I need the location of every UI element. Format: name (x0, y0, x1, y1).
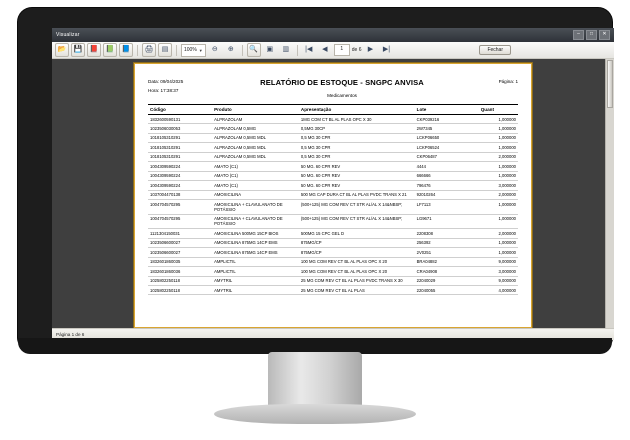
cell-lote: LCKP06650 (415, 133, 479, 142)
cell-produto: AMYTRIL (212, 276, 299, 285)
report-viewer-window (52, 28, 614, 340)
cell-lote: LF7113 (415, 199, 479, 214)
cell-quant: 4,000000 (479, 285, 518, 294)
cell-produto: AMATO (C1) (212, 162, 299, 171)
cell-apresentacao: 50 MG. 60 CPR REV (299, 171, 415, 180)
page-setup-icon[interactable]: ▤ (158, 43, 172, 57)
table-row (148, 214, 518, 229)
cell-apresentacao: 875MG/CP (299, 248, 415, 257)
cell-codigo: 1025802250118 (148, 285, 212, 294)
cell-quant: 1,000000 (479, 124, 518, 133)
table-row (148, 285, 518, 294)
table-body (148, 115, 518, 295)
report-date-label: Data: (148, 79, 159, 84)
toolbar-separator (297, 45, 298, 56)
preview-scrollbar[interactable] (605, 59, 614, 328)
preview-scrollbar-thumb[interactable] (607, 60, 613, 108)
cell-lote: LG9671 (415, 214, 479, 229)
cell-apresentacao: 100 MG COM REV CT BL AL PLAS OPC X 20 (299, 267, 415, 276)
table-row (148, 199, 518, 214)
table-row (148, 276, 518, 285)
cell-quant: 9,000000 (479, 257, 518, 266)
report-header (148, 78, 518, 98)
cell-apresentacao: (500+125) MG COM REV CT STR AL/AL X 14&NBSP; (299, 214, 415, 229)
table-row (148, 162, 518, 171)
report-page-label: Página: (498, 79, 515, 84)
monitor-body (18, 8, 612, 348)
table-header-row (148, 105, 518, 115)
cell-produto: AMATO (C1) (212, 181, 299, 190)
cell-quant: 3,000000 (479, 181, 518, 190)
cell-lote: 4444 (415, 162, 479, 171)
cell-codigo: 1023506030053 (148, 124, 212, 133)
cell-apresentacao: 0,5MG 30CP (299, 124, 415, 133)
cell-lote: 796476 (415, 181, 479, 190)
cell-quant: 1,000000 (479, 199, 518, 214)
maximize-button[interactable]: □ (586, 30, 597, 40)
cell-quant: 1,000000 (479, 162, 518, 171)
table-row (148, 181, 518, 190)
cell-lote: 22040029 (415, 276, 479, 285)
excel-export-icon[interactable]: 📗 (103, 43, 117, 57)
cell-codigo: 1037004470138 (148, 190, 212, 199)
table-row (148, 190, 518, 199)
cell-quant: 1,000000 (479, 171, 518, 180)
cell-apresentacao: 25 MG COM REV CT BL AL PLAS PVDC TRANS X 30 (299, 276, 415, 285)
next-page-icon[interactable]: ▶ (367, 46, 374, 53)
table-row (148, 171, 518, 180)
cell-codigo: 1023506600027 (148, 238, 212, 247)
cell-lote: 92010264 (415, 190, 479, 199)
table-row (148, 143, 518, 152)
cell-codigo: 1121304150031 (148, 229, 212, 238)
cell-apresentacao: 1MG COM CT BL AL PLAS OPC X 30 (299, 115, 415, 124)
page-number-input[interactable]: 1 (334, 44, 350, 56)
report-page-value: 1 (515, 79, 518, 84)
word-export-icon[interactable]: 📘 (119, 43, 133, 57)
window-title: Visualizar (56, 32, 80, 38)
cell-codigo: 1832601860035 (148, 257, 212, 266)
cell-quant: 2,000000 (479, 190, 518, 199)
table-row (148, 124, 518, 133)
monitor-stand-base (214, 404, 416, 424)
cell-produto: ALPRAZOLAM 0,5MG MDL (212, 143, 299, 152)
cell-lote: 2208308 (415, 229, 479, 238)
status-text: Página 1 de 6 (56, 332, 85, 337)
toolbar (52, 42, 614, 59)
cell-apresentacao: (500+125) MG COM REV CT STR AL/AL X 14&NBSP; (299, 199, 415, 214)
cell-quant: 1,000000 (479, 238, 518, 247)
cell-produto: AMPLICTIL (212, 257, 299, 266)
pdf-export-icon[interactable]: 📕 (87, 43, 101, 57)
open-folder-icon[interactable]: 📂 (55, 43, 69, 57)
cell-codigo: 1018105310291 (148, 133, 212, 142)
cell-lote: LCKP06524 (415, 143, 479, 152)
report-page-indicator (462, 78, 518, 87)
table-row (148, 115, 518, 124)
report-date (148, 78, 222, 87)
cell-quant: 1,000000 (479, 115, 518, 124)
table-row (148, 133, 518, 142)
cell-apresentacao: 50 MG. 60 CPR REV (299, 181, 415, 190)
report-time (148, 87, 222, 96)
cell-quant: 3,000000 (479, 267, 518, 276)
column-header-apresentacao: Apresentação (299, 105, 415, 115)
cell-apresentacao: 25 MG COM REV CT BL AL PLAS (299, 285, 415, 294)
cell-produto: ALPRAZOLAM 0,5MG MDL (212, 133, 299, 142)
cell-produto: AMOXICILINA 875MG 14CP EMS (212, 248, 299, 257)
cell-apresentacao: 50 MG. 60 CPR REV (299, 162, 415, 171)
cell-produto: ALPRAZOLAM (212, 115, 299, 124)
chevron-down-icon: ▼ (198, 47, 203, 53)
cell-codigo: 1004309590224 (148, 162, 212, 171)
cell-quant: 2,000000 (479, 152, 518, 161)
report-title: RELATÓRIO DE ESTOQUE - SNGPC ANVISA (260, 78, 424, 87)
search-icon[interactable]: 🔍 (247, 43, 261, 57)
column-header-produto: Produto (212, 105, 299, 115)
cell-apresentacao: 0,5 MG 30 CPR (299, 152, 415, 161)
cell-produto: AMPLICTIL (212, 267, 299, 276)
save-icon[interactable]: 💾 (71, 43, 85, 57)
cell-codigo: 1004309590224 (148, 181, 212, 190)
window-controls (573, 30, 610, 40)
cell-lote: 256392 (415, 238, 479, 247)
report-date-value: 09/04/2025 (160, 79, 184, 84)
minimize-button[interactable]: – (573, 30, 584, 40)
cell-apresentacao: 500MG 15 CPC GEL D (299, 229, 415, 238)
last-page-icon[interactable]: ▶| (382, 46, 391, 53)
cell-apresentacao: 875MG/CP (299, 238, 415, 247)
cell-lote: CKP06487 (415, 152, 479, 161)
report-time-value: 17:38:37 (160, 87, 179, 93)
cell-apresentacao: 0,5 MG 30 CPR (299, 143, 415, 152)
cell-quant: 1,000000 (479, 143, 518, 152)
print-icon[interactable]: 🖨 (142, 43, 156, 57)
report-time-label: Hora: (148, 87, 160, 93)
cell-codigo: 1023506600027 (148, 248, 212, 257)
cell-produto: AMOXICILINA 500MG 15CP BIOS (212, 229, 299, 238)
cell-codigo: 1004704570295 (148, 199, 212, 214)
cell-lote: 666666 (415, 171, 479, 180)
cell-produto: ALPRAZOLAM 0,5MG (212, 124, 299, 133)
cell-produto: AMOXICILINA + CLAVULANATO DE POTÁSSIO (212, 199, 299, 214)
toolbar-separator (137, 45, 138, 56)
report-meta (148, 78, 222, 95)
zoom-in-icon[interactable]: ⊕ (227, 46, 234, 53)
toolbar-separator (242, 45, 243, 56)
cell-codigo: 1018105310291 (148, 152, 212, 161)
cell-lote: BRA04882 (415, 257, 479, 266)
column-header-lote: Lote (415, 105, 479, 115)
column-header-codigo: Código (148, 105, 212, 115)
cell-produto: AMOXICILINA 875MG 14CP EMS (212, 238, 299, 247)
cell-lote: CKP039216 (415, 115, 479, 124)
cell-apresentacao: 0,5 MG 30 CPR (299, 133, 415, 142)
cell-codigo: 1018105310291 (148, 143, 212, 152)
cell-produto: AMOXICILINA + CLAVULANATO DE POTÁSSIO (212, 214, 299, 229)
cell-apresentacao: 500 MG CAP DURA CT BL AL PLAS PVDC TRANS X 21 (299, 190, 415, 199)
cell-codigo: 1025802250118 (148, 276, 212, 285)
cell-produto: ALPRAZOLAM 0,5MG MDL (212, 152, 299, 161)
close-button[interactable]: ✕ (599, 30, 610, 40)
cell-codigo: 1004704570295 (148, 214, 212, 229)
cell-codigo: 1832601860036 (148, 267, 212, 276)
cell-codigo: 1832600590131 (148, 115, 212, 124)
table-row (148, 257, 518, 266)
report-title-block (222, 78, 462, 98)
cell-quant: 1,000000 (479, 133, 518, 142)
column-header-quant: Quant (479, 105, 518, 115)
report-page (134, 63, 532, 328)
table-row (148, 152, 518, 161)
monitor-screen (52, 28, 614, 340)
cell-quant: 1,000000 (479, 248, 518, 257)
cell-lote: CRA04908 (415, 267, 479, 276)
cell-lote: 2V0251 (415, 248, 479, 257)
cell-apresentacao: 100 MG COM REV CT BL AL PLAS OPC X 20 (299, 257, 415, 266)
table-row (148, 238, 518, 247)
cell-lote: 22040055 (415, 285, 479, 294)
toolbar-separator (176, 45, 177, 56)
monitor-stand-neck (268, 352, 362, 408)
zoom-select[interactable] (181, 44, 206, 57)
cell-quant: 2,000000 (479, 229, 518, 238)
page-fit-icon[interactable]: ▣ (266, 46, 274, 53)
cell-quant: 1,000000 (479, 214, 518, 229)
report-subtitle: Medicamentos (327, 93, 357, 98)
zoom-out-icon[interactable]: ⊖ (211, 46, 218, 53)
table-row (148, 267, 518, 276)
stock-report-table (148, 104, 518, 295)
page-count-label: de 6 (351, 47, 362, 53)
cell-produto: AMATO (C1) (212, 171, 299, 180)
cell-codigo: 1004309590224 (148, 171, 212, 180)
page-width-icon[interactable]: ▥ (282, 46, 290, 53)
title-bar (52, 28, 614, 42)
table-row (148, 248, 518, 257)
cell-quant: 9,000000 (479, 276, 518, 285)
close-report-button[interactable]: Fechar (479, 45, 511, 55)
cell-produto: AMYTRIL (212, 285, 299, 294)
first-page-icon[interactable]: |◀ (305, 46, 313, 53)
previous-page-icon[interactable]: ◀ (322, 46, 328, 53)
table-row (148, 229, 518, 238)
report-preview-area (52, 59, 614, 328)
page-navigation (302, 43, 394, 57)
zoom-value: 100% (184, 47, 197, 53)
cell-lote: 2W7345 (415, 124, 479, 133)
cell-produto: AMOXICILINA (212, 190, 299, 199)
